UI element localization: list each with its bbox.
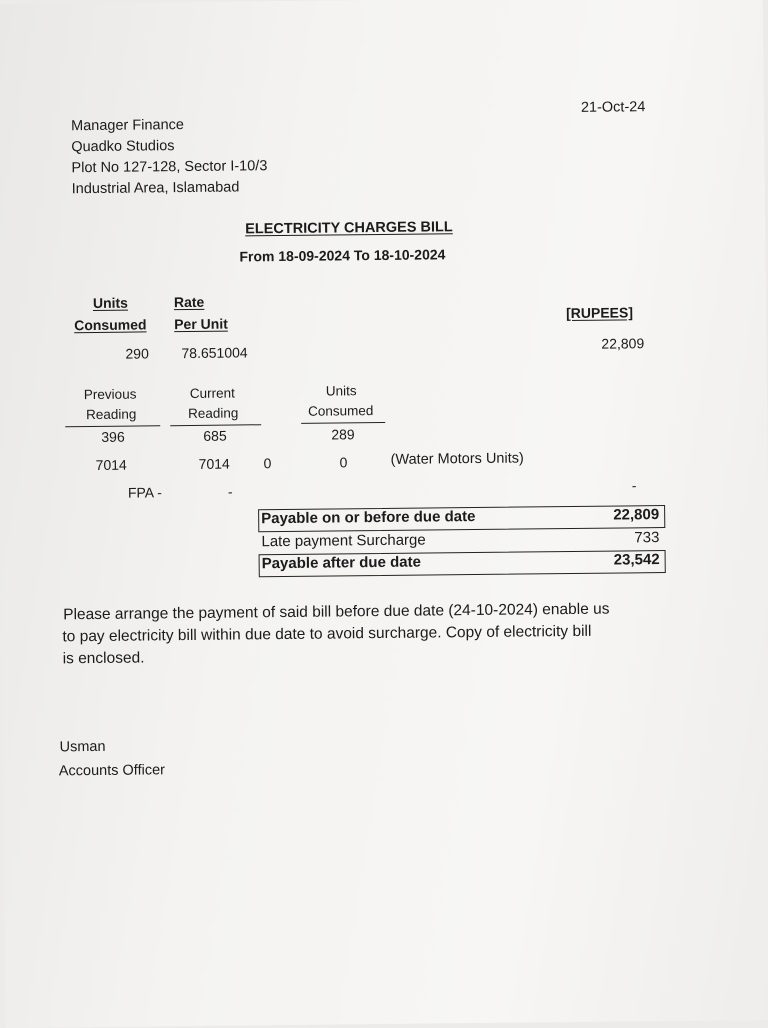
signatory-title: Accounts Officer xyxy=(58,762,166,780)
fpa-label: FPA - xyxy=(127,484,162,501)
rate-per-unit-value: 78.651004 xyxy=(181,344,248,362)
billing-period: From 18-09-2024 To 18-10-2024 xyxy=(239,246,446,265)
amount-value: 22,809 xyxy=(601,335,645,352)
units-consumed-rule xyxy=(301,422,385,424)
units-consumed-header-2: Consumed xyxy=(74,316,147,334)
row2-current: 7014 xyxy=(198,455,230,472)
surcharge-label: Late payment Surcharge xyxy=(261,531,426,551)
current-reading-header-2: Reading xyxy=(188,405,239,422)
paragraph-line-1: Please arrange the payment of said bill before due date (24-10-2024) enable us xyxy=(63,600,610,624)
payable-before-amount: 22,809 xyxy=(613,506,660,524)
previous-reading-header-1: Previous xyxy=(83,386,137,403)
current-reading-header-1: Current xyxy=(189,385,235,401)
row1-current: 685 xyxy=(203,427,227,444)
recipient-line-3: Plot No 127-128, Sector I-10/3 xyxy=(71,158,268,177)
bill-title: ELECTRICITY CHARGES BILL xyxy=(245,219,453,238)
rate-header-1: Rate xyxy=(173,293,205,311)
recipient-line-1: Manager Finance xyxy=(70,117,184,135)
units-consumed-header-1: Units xyxy=(92,294,129,311)
rate-header-2: Per Unit xyxy=(174,315,228,333)
units-consumed-value: 290 xyxy=(125,345,149,362)
payable-after-row xyxy=(259,550,666,576)
current-reading-rule xyxy=(170,424,261,426)
bill-date: 21-Oct-24 xyxy=(580,99,646,116)
recipient-line-2: Quadko Studios xyxy=(71,138,175,156)
payable-after-amount: 23,542 xyxy=(613,551,660,569)
payable-before-row xyxy=(258,505,665,531)
row2-difference: 0 xyxy=(263,455,272,472)
recipient-line-4: Industrial Area, Islamabad xyxy=(71,179,240,198)
signatory-name: Usman xyxy=(59,738,106,756)
units-consumed-col-header-1: Units xyxy=(325,383,357,399)
rupees-header: [RUPEES] xyxy=(565,304,634,322)
previous-reading-header-2: Reading xyxy=(86,406,137,423)
water-motors-note: (Water Motors Units) xyxy=(390,450,524,468)
row2-previous: 7014 xyxy=(95,456,127,473)
payable-before-label: Payable on or before due date xyxy=(261,508,476,528)
row1-units: 289 xyxy=(331,426,355,443)
surcharge-amount: 733 xyxy=(634,529,660,547)
payable-table xyxy=(258,505,666,577)
previous-reading-rule xyxy=(65,425,160,427)
row2-units: 0 xyxy=(339,454,348,471)
fpa-amount: - xyxy=(631,477,637,494)
units-consumed-col-header-2: Consumed xyxy=(307,403,374,419)
payable-after-label: Payable after due date xyxy=(261,553,421,573)
paragraph-line-3: is enclosed. xyxy=(62,649,145,668)
row1-previous: 396 xyxy=(101,428,125,445)
fpa-value: - xyxy=(227,483,233,500)
paragraph-line-2: to pay electricity bill within due date to avoid surcharge. Copy of electricity bill xyxy=(62,622,592,646)
